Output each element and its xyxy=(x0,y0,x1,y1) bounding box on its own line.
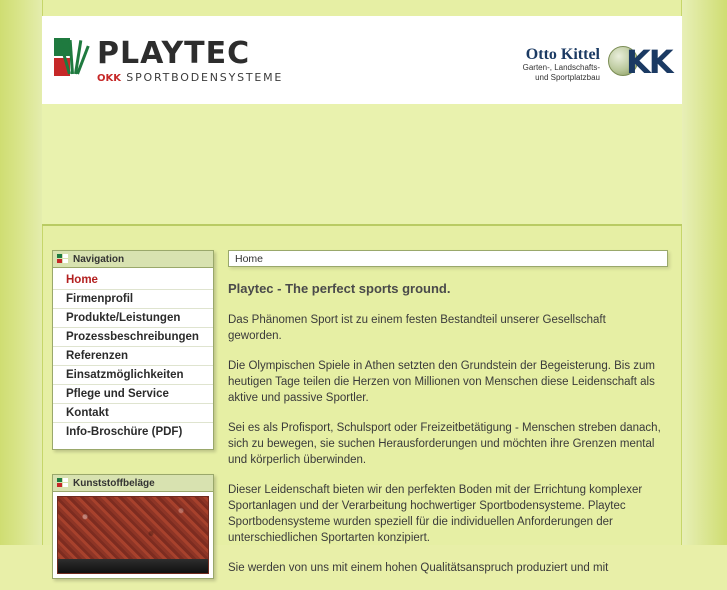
partner-monogram-text: KK xyxy=(626,43,672,81)
site-header xyxy=(42,16,682,104)
playtec-logo[interactable] xyxy=(54,38,283,84)
product-image xyxy=(57,496,209,574)
product-panel-header xyxy=(53,475,213,492)
partner-line-2: und Sportplatzbau xyxy=(535,73,600,82)
partner-monogram-icon xyxy=(608,43,672,81)
navigation-panel-header xyxy=(53,251,213,268)
breadcrumb-current: Home xyxy=(235,252,264,265)
playtec-mini-logo-icon xyxy=(57,254,68,264)
navigation-panel xyxy=(52,250,214,450)
article-paragraph-3: Sei es als Profisport, Schulsport oder Freizeitbetätigung - Menschen streben danach, sich zu bewegen, sie suchen Herausforderungen und möchten ihre Grenzen mental und körperlich überwinden. xyxy=(228,422,661,466)
article-paragraph-4: Dieser Leidenschaft bieten wir den perfekten Boden mit der Errichtung komplexer Sportanlagen und der Verarbeitung hochwertiger Sportbodensysteme. Playtec Sportbodensysteme wurden speziell für die individuellen Anforderungen der unterschiedlichen Sportarten konzipiert. xyxy=(228,484,643,544)
sidebar-item-firmenprofil[interactable]: Firmenprofil xyxy=(53,290,213,309)
content-column xyxy=(228,250,668,590)
sidebar-item-produkte-leistungen[interactable]: Produkte/Leistungen xyxy=(53,309,213,328)
sidebar-item-referenzen[interactable]: Referenzen xyxy=(53,347,213,366)
partner-logo-block[interactable] xyxy=(522,43,672,83)
product-panel xyxy=(52,474,214,579)
brand-tagline-text: SPORTBODENSYSTEME xyxy=(126,71,284,84)
partner-line-1: Garten-, Landschafts- xyxy=(522,63,600,72)
product-image-base-layer xyxy=(58,559,208,573)
main-area xyxy=(42,232,682,574)
hero-banner xyxy=(42,104,682,226)
playtec-logo-icon xyxy=(54,38,88,76)
page-title: Playtec - The perfect sports ground. xyxy=(228,281,451,296)
brand-tagline xyxy=(97,71,283,84)
sidebar-item-kontakt[interactable]: Kontakt xyxy=(53,404,213,423)
article-paragraph-5: Sie werden von uns mit einem hohen Qualitätsanspruch produziert und mit xyxy=(228,562,609,574)
breadcrumb xyxy=(228,250,668,267)
article-paragraph-2: Die Olympischen Spiele in Athen setzten den Grundstein der Begeisterung. Bis zum heutigen Tage teilen die Herzen von Millionen von Menschen diese Leidenschaft als aktive und passive Sportler. xyxy=(228,360,656,404)
sidebar-item-pflege-und-service[interactable]: Pflege und Service xyxy=(53,385,213,404)
sidebar xyxy=(52,250,214,579)
partner-name: Otto Kittel xyxy=(525,46,600,63)
navigation-panel-title: Navigation xyxy=(73,253,125,265)
sidebar-item-prozessbeschreibungen[interactable]: Prozessbeschreibungen xyxy=(53,328,213,347)
article-paragraph-1: Das Phänomen Sport ist zu einem festen Bestandteil unserer Gesellschaft geworden. xyxy=(228,314,606,342)
navigation-list xyxy=(53,268,213,449)
brand-name: PLAYTEC xyxy=(97,36,251,71)
product-panel-title: Kunststoffbeläge xyxy=(73,477,155,489)
sidebar-item-einsatzmoeglichkeiten[interactable]: Einsatzmöglichkeiten xyxy=(53,366,213,385)
playtec-mini-logo-icon xyxy=(57,478,68,488)
sidebar-item-home[interactable]: Home xyxy=(53,271,213,290)
brand-tagline-prefix: OKK xyxy=(97,73,121,84)
article xyxy=(228,281,668,576)
sidebar-item-info-broschuere-pdf[interactable]: Info-Broschüre (PDF) xyxy=(66,426,183,438)
